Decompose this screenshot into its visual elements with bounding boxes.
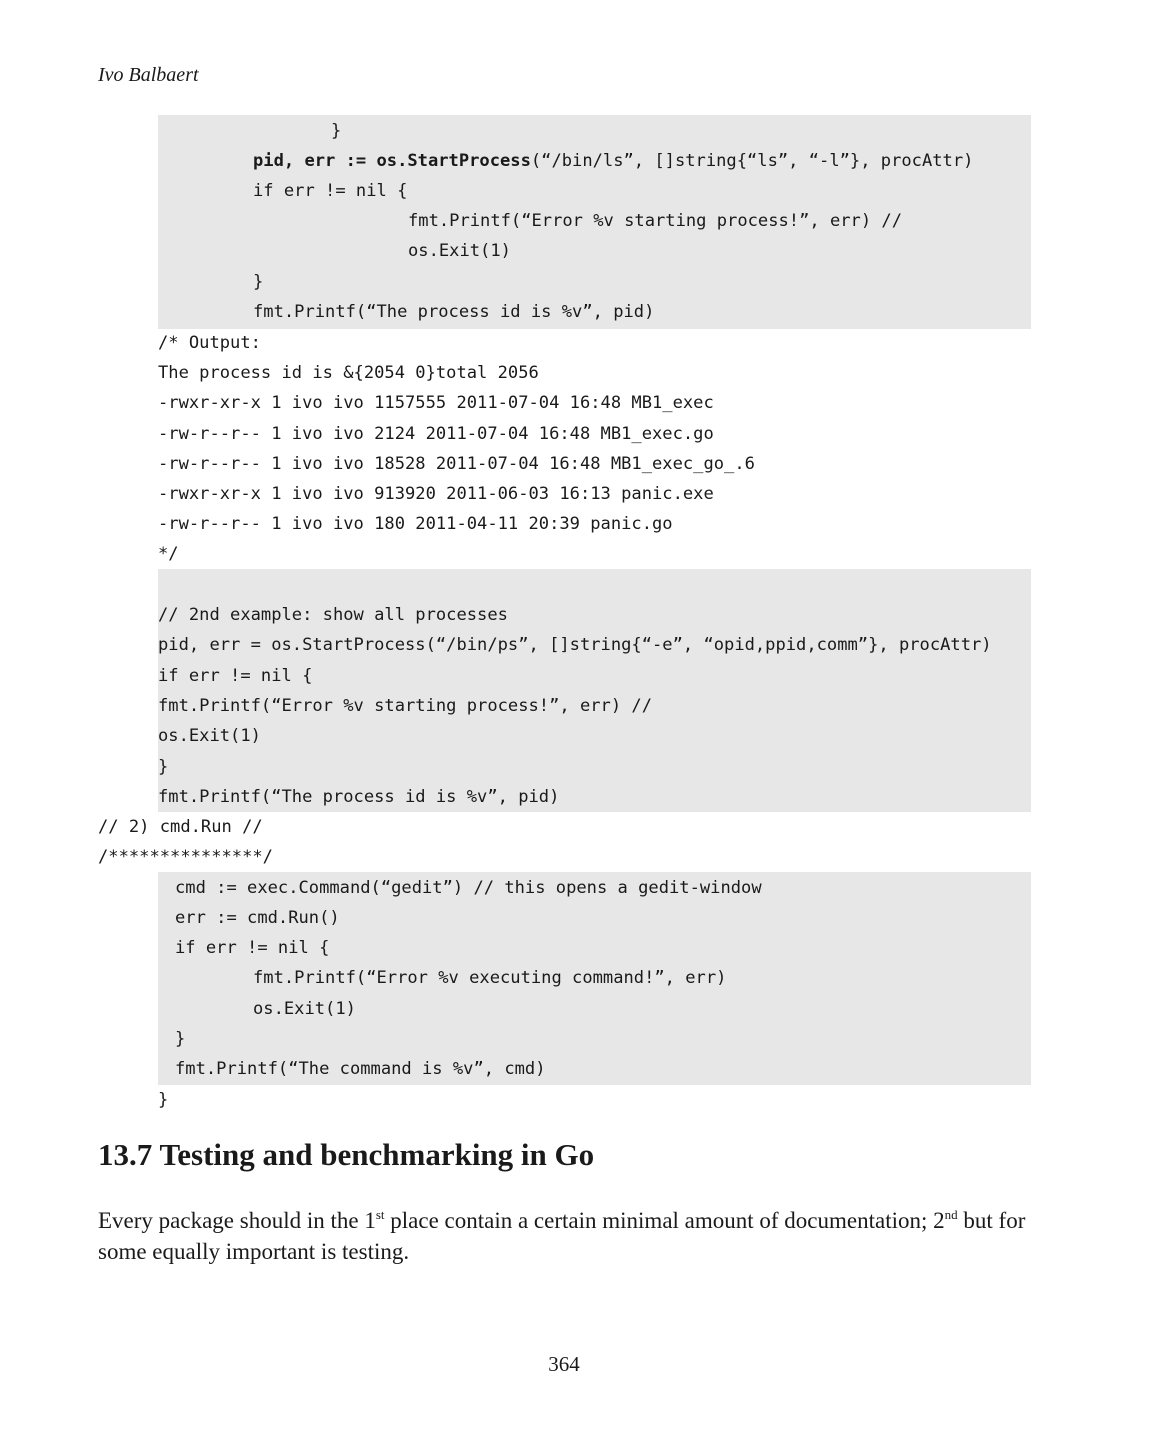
section-heading: 13.7 Testing and benchmarking in Go <box>98 1137 595 1172</box>
code-line: err := cmd.Run() <box>175 908 340 928</box>
code-call-args: (“/bin/ls”, []string{“ls”, “-l”}, procAttr) <box>530 151 974 171</box>
output-line: -rwxr-xr-x 1 ivo ivo 913920 2011-06-03 16:13 panic.exe <box>158 484 714 504</box>
code-line <box>253 151 973 171</box>
code-bold-call: pid, err := os.StartProcess <box>253 151 531 171</box>
code-line: } <box>175 1029 186 1049</box>
ordinal-suffix: nd <box>944 1207 958 1222</box>
code-line: // 2nd example: show all processes <box>158 605 508 625</box>
code-line: fmt.Printf(“Error %v starting process!”, err) // <box>158 696 652 716</box>
code-line: os.Exit(1) <box>253 999 356 1019</box>
code-line: fmt.Printf(“The process id is %v”, pid) <box>158 787 560 807</box>
output-line: -rw-r--r-- 1 ivo ivo 2124 2011-07-04 16:48 MB1_exec.go <box>158 424 714 444</box>
code-line: } <box>158 757 169 777</box>
comment-line: // 2) cmd.Run // <box>98 817 263 837</box>
output-line: /* Output: <box>158 333 261 353</box>
code-line: } <box>331 121 342 141</box>
code-line: if err != nil { <box>175 938 330 958</box>
code-line: cmd := exec.Command(“gedit”) // this opens a gedit-window <box>175 878 762 898</box>
code-line: if err != nil { <box>158 666 313 686</box>
paragraph-text: but for some equally important is testing. <box>98 1208 1026 1264</box>
page-number: 364 <box>548 1352 580 1376</box>
code-line: if err != nil { <box>253 181 408 201</box>
section-paragraph <box>98 1205 1038 1267</box>
comment-line: /***************/ <box>98 847 273 867</box>
output-line: -rw-r--r-- 1 ivo ivo 180 2011-04-11 20:39 panic.go <box>158 514 673 534</box>
running-header-author: Ivo Balbaert <box>98 64 199 86</box>
code-line: } <box>158 1090 169 1110</box>
code-line: os.Exit(1) <box>158 726 261 746</box>
code-line: fmt.Printf(“The command is %v”, cmd) <box>175 1059 546 1079</box>
output-line: The process id is &{2054 0}total 2056 <box>158 363 539 383</box>
output-line: */ <box>158 544 179 564</box>
code-line: } <box>253 272 264 292</box>
paragraph-text: place contain a certain minimal amount of documentation; 2 <box>384 1208 945 1233</box>
paragraph-text: Every package should in the 1 <box>98 1208 376 1233</box>
code-line: pid, err = os.StartProcess(“/bin/ps”, []string{“-e”, “opid,ppid,comm”}, procAttr) <box>158 635 992 655</box>
ordinal-suffix: st <box>375 1207 385 1222</box>
code-line: fmt.Printf(“The process id is %v”, pid) <box>253 302 655 322</box>
output-line: -rwxr-xr-x 1 ivo ivo 1157555 2011-07-04 16:48 MB1_exec <box>158 393 714 413</box>
code-line: fmt.Printf(“Error %v executing command!”, err) <box>253 968 727 988</box>
code-line: os.Exit(1) <box>408 241 511 261</box>
code-line: fmt.Printf(“Error %v starting process!”, err) // <box>408 211 902 231</box>
output-line: -rw-r--r-- 1 ivo ivo 18528 2011-07-04 16:48 MB1_exec_go_.6 <box>158 454 755 474</box>
